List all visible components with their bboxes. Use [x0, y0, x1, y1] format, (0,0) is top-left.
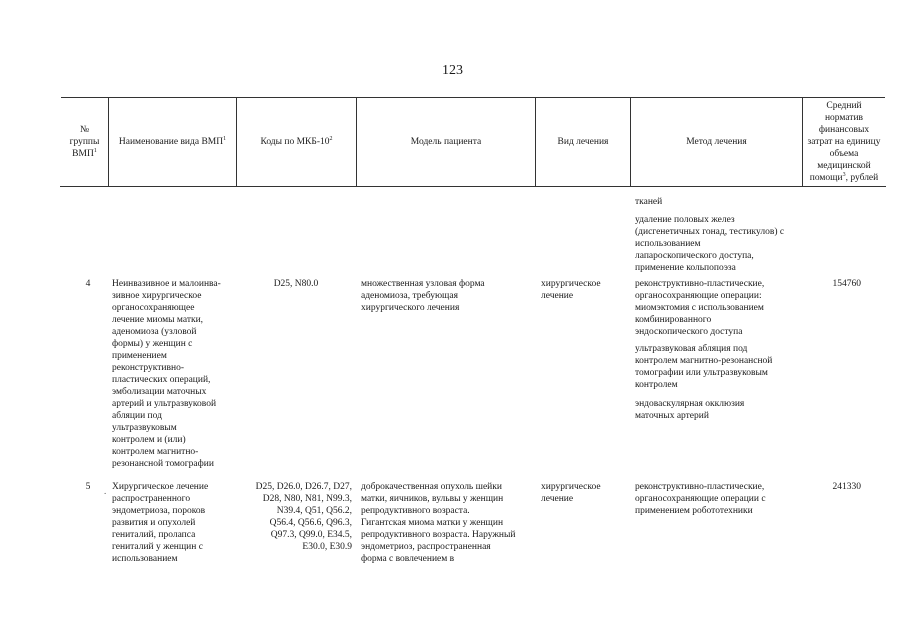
- header-treatment-method: Метод лечения: [686, 137, 747, 147]
- header-average-cost: Средний норматив финансовых затрат на единицу объема медицинской помощи$^3$, рублей: [807, 101, 881, 183]
- row-5-treatment-type: хирургическое лечение: [541, 482, 601, 504]
- row-5-vmp-name: Хирургическое лечение распространенного эндометриоза, пороков развития и опухолей гениталий, пролапса гениталий у женщин с использованием: [112, 482, 209, 564]
- header-bottom-rule: [60, 186, 886, 187]
- header-icd-codes: Коды по МКБ-$10^2$: [260, 135, 333, 147]
- header-group-number: № группы ВМП$^1$: [69, 125, 100, 159]
- header-patient-model: Модель пациента: [410, 137, 482, 147]
- row-4-method-reconstructive: реконструктивно-пластические, органосохраняющие операции: миомэктомия с использованием комбинированного эндоскопического доступа: [635, 279, 765, 337]
- row-4-vmp-name: Неинвазивное и малоинва- зивное хирургическое органосохраняющее лечение миомы матки, аденомиоза (узловой формы) у женщин с применением реконструктивно- пластических операций, эмболизации маточных артерий и ультразвуковой абляции под ультразвуковым контролем и (или) контролем магнитно- резонансной томографии: [112, 279, 221, 469]
- page-number: 123: [442, 63, 463, 78]
- row-5-icd-codes: D25, D26.0, D26.7, D27, D28, N80, N81, N99.3, N39.4, Q51, Q56.2, Q56.4, Q56.6, Q96.3, Q97.3, Q99.0, E34.5, E30.0, E30.9: [255, 482, 352, 552]
- row-5-method-robotic: реконструктивно-пластические, органосохраняющие операции с применением робототехники: [635, 482, 766, 516]
- row-4-group-number: 4: [85, 279, 91, 289]
- row-4-treatment-type: хирургическое лечение: [541, 279, 601, 301]
- method-tail-text: тканей: [635, 197, 663, 207]
- row-5-group-number: 5: [85, 482, 91, 492]
- row-4-patient-model: множественная узловая форма аденомиоза, требующая хирургического лечения: [361, 279, 485, 313]
- header-vmp-name: Наименование вида ВМП$^1$: [118, 135, 227, 147]
- header-treatment-type: Вид лечения: [557, 137, 609, 147]
- row-4-method-ultrasound-ablation: ультразвуковая абляция под контролем магнитно-резонансной томографии или ультразвуковым контролем: [635, 344, 773, 390]
- row-4-cost: 154760: [832, 279, 861, 289]
- row-5-cost: 241330: [832, 482, 861, 492]
- method-gonad-removal: удаление половых желез (дисгенетичных гонад, тестикулов) с использованием лапароскопического доступа, применение кольпопоэза: [635, 215, 785, 273]
- row-5-patient-model: доброкачественная опухоль шейки матки, яичников, вульвы у женщин репродуктивного возраста. Гигантская миома матки у женщин репродуктивного возраста. Наружный эндометриоз, распространенная форма с вовлечением в: [361, 482, 516, 564]
- row-4-method-endovascular: эндоваскулярная окклюзия маточных артерий: [635, 399, 745, 421]
- scan-mark: .: [104, 486, 107, 496]
- row-4-icd-codes: D25, N80.0: [273, 279, 319, 289]
